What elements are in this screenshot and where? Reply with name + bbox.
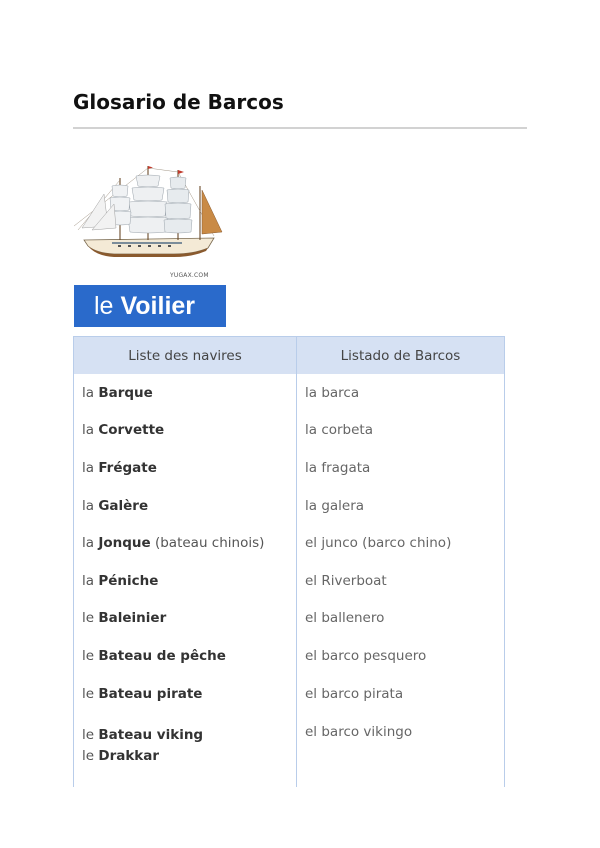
spanish-term: el barco pesquero xyxy=(297,637,505,675)
french-line xyxy=(82,725,296,746)
french-word: Corvette xyxy=(98,422,165,439)
french-term xyxy=(74,562,297,600)
french-article: la xyxy=(82,572,95,589)
table-row xyxy=(74,487,505,525)
french-article: le xyxy=(82,647,95,664)
table-row xyxy=(74,675,505,713)
spanish-term: el barco vikingo xyxy=(297,712,505,787)
french-article: le xyxy=(82,610,95,627)
french-article: la xyxy=(82,384,95,401)
title-divider xyxy=(73,127,527,129)
table-row xyxy=(74,374,505,412)
french-term xyxy=(74,524,297,562)
french-note: (bateau chinois) xyxy=(154,535,265,552)
table-row xyxy=(74,637,505,675)
french-word: Bateau pirate xyxy=(98,685,203,702)
french-term xyxy=(74,637,297,675)
table-row xyxy=(74,412,505,450)
french-word: Baleinier xyxy=(98,610,167,627)
french-word: Barque xyxy=(98,384,153,401)
banner-article: le xyxy=(94,291,114,320)
french-word: Frégate xyxy=(98,459,157,476)
spanish-term: la corbeta xyxy=(297,412,505,450)
banner-word: Voilier xyxy=(120,291,196,320)
french-article: la xyxy=(82,459,95,476)
french-word: Jonque xyxy=(98,535,151,552)
french-term xyxy=(74,675,297,713)
french-word: Péniche xyxy=(98,572,159,589)
table-row xyxy=(74,562,505,600)
french-term xyxy=(74,600,297,638)
table-row xyxy=(74,524,505,562)
table-row xyxy=(74,449,505,487)
french-article: le xyxy=(82,685,95,702)
french-article: la xyxy=(82,535,95,552)
spanish-term: la galera xyxy=(297,487,505,525)
french-term xyxy=(74,712,297,787)
french-line xyxy=(82,746,296,767)
header-french: Liste des navires xyxy=(74,337,297,375)
header-spanish: Listado de Barcos xyxy=(297,337,505,375)
spanish-term: el Riverboat xyxy=(297,562,505,600)
ship-glossary-table xyxy=(73,336,505,787)
french-word: Bateau viking xyxy=(98,727,204,744)
french-word: Bateau de pêche xyxy=(98,647,226,664)
french-article: le xyxy=(82,727,95,744)
spanish-term: el ballenero xyxy=(297,600,505,638)
french-word: Galère xyxy=(98,497,149,514)
image-caption: YUGAX.COM xyxy=(170,272,209,279)
table-row xyxy=(74,600,505,638)
french-term xyxy=(74,487,297,525)
voilier-banner xyxy=(74,285,226,327)
french-word: Drakkar xyxy=(98,748,160,765)
french-article: la xyxy=(82,497,95,514)
french-term xyxy=(74,374,297,412)
french-article: la xyxy=(82,422,95,439)
table-row xyxy=(74,712,505,787)
spanish-term: la fragata xyxy=(297,449,505,487)
spanish-term: el barco pirata xyxy=(297,675,505,713)
sailing-ship-illustration xyxy=(74,164,226,284)
spanish-term: la barca xyxy=(297,374,505,412)
french-term xyxy=(74,449,297,487)
table-header-row xyxy=(74,337,505,375)
french-term xyxy=(74,412,297,450)
page-title: Glosario de Barcos xyxy=(73,90,284,114)
french-article: le xyxy=(82,748,95,765)
spanish-term: el junco (barco chino) xyxy=(297,524,505,562)
